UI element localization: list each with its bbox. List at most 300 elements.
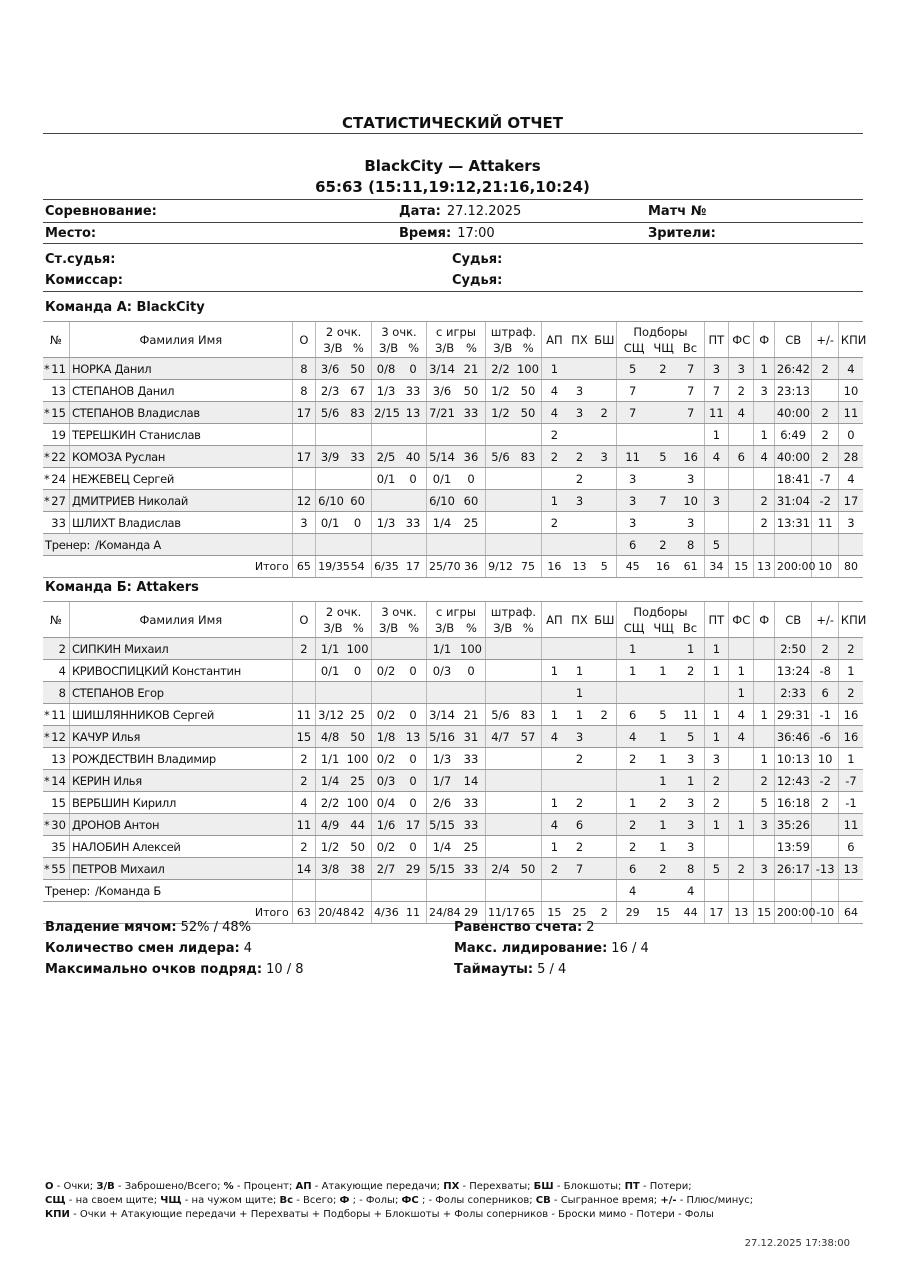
player-row — [43, 748, 863, 770]
reb-off: ЧЩ — [653, 341, 674, 355]
stat-ast — [541, 638, 566, 660]
stat-blk — [592, 660, 616, 682]
stat-to: 5 — [704, 858, 728, 880]
stat-p3p — [400, 682, 426, 704]
stat-fgm: 5/16 — [426, 726, 457, 748]
legend-desc: ; - Фолы; — [349, 1195, 402, 1206]
player-number — [43, 748, 69, 770]
stat-pf — [754, 402, 774, 424]
stat-p2p: 0 — [344, 660, 371, 682]
team-a-label: Команда А: BlackCity — [45, 300, 205, 315]
stat-pf: 2 — [754, 512, 774, 534]
stat-p3p: 0 — [400, 770, 426, 792]
stat-rd: 3 — [617, 468, 649, 490]
stat-ftp — [515, 490, 541, 512]
stat-fgp: 21 — [457, 704, 485, 726]
stat-fd: 4 — [729, 704, 754, 726]
stat-p2m: 3/6 — [316, 358, 344, 380]
col-rebounds — [617, 322, 704, 358]
stat-fgm: 6/10 — [426, 490, 457, 512]
percent: % — [522, 341, 534, 355]
stat-pm: 2 — [812, 792, 838, 814]
col-three-pt-sub — [374, 620, 424, 636]
player-row — [43, 660, 863, 682]
coach-ro: 2 — [648, 534, 678, 556]
stat-fgp: 33 — [457, 792, 485, 814]
stat-pm: 2 — [812, 402, 838, 424]
total-pf: 15 — [754, 902, 774, 924]
stat-fd: 1 — [729, 682, 754, 704]
stat-pm: -1 — [812, 704, 838, 726]
stat-p3p: 29 — [400, 858, 426, 880]
stat-pm: -2 — [812, 770, 838, 792]
stat-p2p: 100 — [344, 792, 371, 814]
total-p2m: 19/35 — [316, 556, 344, 578]
stat-p2p: 100 — [344, 638, 371, 660]
stat-fd: 3 — [729, 358, 754, 380]
stat-ftp — [515, 638, 541, 660]
stat-ro: 1 — [648, 660, 678, 682]
legend-line2 — [45, 1194, 865, 1208]
total-pts: 63 — [292, 902, 315, 924]
percent: % — [522, 621, 534, 635]
stat-pts: 8 — [292, 380, 315, 402]
stat-ro: 1 — [648, 770, 678, 792]
stat-stl — [567, 512, 592, 534]
stat-ast — [541, 770, 566, 792]
coach-name: /Команда Б — [95, 883, 161, 898]
legend-desc: - Плюс/минус; — [676, 1195, 754, 1206]
player-no: 12 — [51, 729, 66, 744]
stat-pm: 11 — [812, 512, 838, 534]
stat-ftp — [515, 748, 541, 770]
stat-rd: 3 — [617, 512, 649, 534]
stat-stl: 2 — [567, 792, 592, 814]
stat-p2p: 83 — [344, 402, 371, 424]
col-two-pt-title: 2 очк. — [325, 605, 362, 619]
made-attempted: З/В — [434, 341, 455, 355]
stat-eff: 4 — [838, 468, 863, 490]
stat-ftm: 5/6 — [485, 446, 515, 468]
stat-p3p: 40 — [400, 446, 426, 468]
stat-fd: 6 — [729, 446, 754, 468]
made-attempted: З/В — [434, 621, 455, 635]
legend-desc: ; - Фолы соперников; — [418, 1195, 536, 1206]
stat-fgm: 5/15 — [426, 814, 457, 836]
stat-fgm: 1/4 — [426, 836, 457, 858]
player-name: СИПКИН Михаил — [69, 638, 292, 660]
stat-to — [704, 836, 728, 858]
stat-fd: 4 — [729, 402, 754, 424]
stat-to: 2 — [704, 792, 728, 814]
printed-timestamp: 27.12.2025 17:38:00 — [744, 1238, 850, 1249]
reb-def: СЩ — [623, 341, 645, 355]
stat-p2p: 38 — [344, 858, 371, 880]
stat-min: 10:13 — [774, 748, 812, 770]
stat-ast: 2 — [541, 858, 566, 880]
col-fd: ФС — [729, 602, 754, 638]
stat-fd — [729, 638, 754, 660]
player-name: НАЛОБИН Алексей — [69, 836, 292, 858]
player-no: 30 — [51, 817, 66, 832]
col-fg — [426, 602, 485, 638]
stat-ftp — [515, 512, 541, 534]
starter-mark: * — [44, 405, 50, 420]
stat-p3m: 1/3 — [372, 380, 400, 402]
starter-mark: * — [44, 707, 50, 722]
coach-p2p — [344, 534, 371, 556]
stat-stl: 1 — [567, 704, 592, 726]
stat-pf — [754, 468, 774, 490]
reb-tot: Вс — [682, 341, 698, 355]
stat-fgm: 5/15 — [426, 858, 457, 880]
stat-pm: -6 — [812, 726, 838, 748]
stat-pts: 11 — [292, 704, 315, 726]
col-no: № — [43, 322, 69, 358]
stat-to — [704, 512, 728, 534]
legend-abbr: З/В — [96, 1181, 115, 1192]
stat-ast: 2 — [541, 424, 566, 446]
stat-ftm: 1/2 — [485, 380, 515, 402]
total-fgm: 24/84 — [426, 902, 457, 924]
stat-fgm: 1/7 — [426, 770, 457, 792]
stat-rt: 11 — [678, 704, 704, 726]
stat-p3m: 1/8 — [372, 726, 400, 748]
coach-ast — [541, 880, 566, 902]
stat-fd — [729, 468, 754, 490]
stat-fgm: 7/21 — [426, 402, 457, 424]
total-p3m: 4/36 — [372, 902, 400, 924]
stat-p2m: 2/3 — [316, 380, 344, 402]
stat-rt: 2 — [678, 660, 704, 682]
stat-rt: 1 — [678, 638, 704, 660]
coach-eff — [838, 534, 863, 556]
player-number — [43, 490, 69, 512]
player-row — [43, 512, 863, 534]
stat-p3m: 2/5 — [372, 446, 400, 468]
legend-desc: - Перехваты; — [459, 1181, 534, 1192]
stat-eff: 1 — [838, 748, 863, 770]
stat-eff: -1 — [838, 792, 863, 814]
stat-blk — [592, 358, 616, 380]
col-ft-sub — [488, 340, 539, 356]
col-three-pt-sub — [374, 340, 424, 356]
stat-fgp — [457, 682, 485, 704]
player-name: КАЧУР Илья — [69, 726, 292, 748]
stat-rd — [617, 770, 649, 792]
stat-rt: 7 — [678, 402, 704, 424]
col-no: № — [43, 602, 69, 638]
legend-abbr: ЧЩ — [160, 1195, 182, 1206]
stat-fgm — [426, 424, 457, 446]
lead-changes-stat: Количество смен лидера: 4 — [45, 941, 253, 956]
stat-rd: 6 — [617, 704, 649, 726]
stat-to — [704, 468, 728, 490]
stat-to: 1 — [704, 638, 728, 660]
stat-p2m: 4/9 — [316, 814, 344, 836]
coach-ftm — [485, 534, 515, 556]
player-number — [43, 682, 69, 704]
stat-p2p: 60 — [344, 490, 371, 512]
time-field: Время: 17:00 — [399, 226, 495, 241]
rebounds-sub — [619, 340, 701, 356]
stat-rd: 1 — [617, 638, 649, 660]
player-row — [43, 726, 863, 748]
made-attempted: З/В — [323, 341, 343, 355]
col-ast: АП — [541, 322, 566, 358]
stat-blk: 2 — [592, 402, 616, 424]
player-row — [43, 792, 863, 814]
stat-rd: 7 — [617, 380, 649, 402]
stat-pm: -13 — [812, 858, 838, 880]
stat-ftp — [515, 792, 541, 814]
coach-row — [43, 534, 863, 556]
stat-min: 40:00 — [774, 446, 812, 468]
stat-rt: 5 — [678, 726, 704, 748]
stat-ro: 1 — [648, 726, 678, 748]
total-rd: 45 — [617, 556, 649, 578]
stat-rd: 2 — [617, 814, 649, 836]
coach-p2m — [316, 534, 344, 556]
coach-to — [704, 880, 728, 902]
stat-ast: 1 — [541, 704, 566, 726]
stat-stl: 6 — [567, 814, 592, 836]
stat-fd: 1 — [729, 660, 754, 682]
stat-fd: 4 — [729, 726, 754, 748]
legend-desc: - Очки; — [53, 1181, 97, 1192]
stat-ro — [648, 512, 678, 534]
coach-blk — [592, 880, 616, 902]
stat-eff: 16 — [838, 726, 863, 748]
stat-blk — [592, 836, 616, 858]
percent: % — [352, 341, 364, 355]
report-title: СТАТИСТИЧЕСКИЙ ОТЧЕТ — [342, 114, 563, 132]
stat-ro: 7 — [648, 490, 678, 512]
player-number — [43, 660, 69, 682]
stat-rt: 3 — [678, 468, 704, 490]
stat-p2p: 33 — [344, 446, 371, 468]
stat-rt: 3 — [678, 792, 704, 814]
legend-desc: - Процент; — [233, 1181, 296, 1192]
stat-p2m — [316, 468, 344, 490]
stat-p2p: 25 — [344, 704, 371, 726]
stat-stl: 1 — [567, 682, 592, 704]
stat-rt: 3 — [678, 512, 704, 534]
stat-ftp — [515, 468, 541, 490]
legend-abbr: БШ — [533, 1181, 554, 1192]
stat-pm: 2 — [812, 358, 838, 380]
player-number — [43, 512, 69, 534]
stat-p2p — [344, 424, 371, 446]
player-row — [43, 682, 863, 704]
stat-p3p: 17 — [400, 814, 426, 836]
coach-rt: 8 — [678, 534, 704, 556]
stat-ftp: 50 — [515, 380, 541, 402]
stat-eff: 16 — [838, 704, 863, 726]
stat-stl: 7 — [567, 858, 592, 880]
player-number — [43, 836, 69, 858]
coach-fgm — [426, 880, 457, 902]
stat-ftm — [485, 814, 515, 836]
stat-rd: 2 — [617, 748, 649, 770]
player-name: ШИШЛЯННИКОВ Сергей — [69, 704, 292, 726]
stat-eff: 11 — [838, 402, 863, 424]
stat-stl: 2 — [567, 446, 592, 468]
coach-eff — [838, 880, 863, 902]
player-no: 4 — [58, 663, 66, 678]
stat-pf: 2 — [754, 490, 774, 512]
stat-rd: 1 — [617, 660, 649, 682]
stat-pf: 1 — [754, 358, 774, 380]
stat-stl: 3 — [567, 380, 592, 402]
total-ftp: 65 — [515, 902, 541, 924]
starter-mark: * — [44, 817, 50, 832]
total-min: 200:00 — [774, 556, 812, 578]
total-pm: 10 — [812, 556, 838, 578]
col-ast: АП — [541, 602, 566, 638]
reb-def: СЩ — [623, 621, 645, 635]
legend-abbr: ПХ — [443, 1181, 460, 1192]
player-name: ДМИТРИЕВ Николай — [69, 490, 292, 512]
legend-desc: - на своем щите; — [65, 1195, 161, 1206]
stat-fgp: 33 — [457, 858, 485, 880]
player-name: ТЕРЕШКИН Станислав — [69, 424, 292, 446]
total-blk: 2 — [592, 902, 616, 924]
col-tov: ПТ — [704, 322, 728, 358]
stat-ftm — [485, 490, 515, 512]
stat-pts: 2 — [292, 770, 315, 792]
stat-fgp: 36 — [457, 446, 485, 468]
stat-pts: 2 — [292, 836, 315, 858]
col-fg — [426, 322, 485, 358]
stat-pm: 2 — [812, 638, 838, 660]
stat-fd: 2 — [729, 858, 754, 880]
stat-stl — [567, 424, 592, 446]
stat-to: 3 — [704, 490, 728, 512]
stat-ast: 4 — [541, 402, 566, 424]
player-row — [43, 424, 863, 446]
stat-ftp — [515, 770, 541, 792]
stat-p3m: 2/7 — [372, 858, 400, 880]
stat-min: 26:17 — [774, 858, 812, 880]
starter-mark: * — [44, 493, 50, 508]
rebounds-title: Подборы — [633, 605, 688, 619]
stat-fgp: 0 — [457, 468, 485, 490]
col-fd: ФС — [729, 322, 754, 358]
player-no: 11 — [51, 707, 66, 722]
stat-blk — [592, 682, 616, 704]
stat-p3p: 33 — [400, 512, 426, 534]
coach-fgp — [457, 880, 485, 902]
stat-blk — [592, 468, 616, 490]
stat-p3p: 0 — [400, 660, 426, 682]
stat-pf: 5 — [754, 792, 774, 814]
stat-p3m: 1/3 — [372, 512, 400, 534]
total-fd: 15 — [729, 556, 754, 578]
stat-pf — [754, 682, 774, 704]
coach-cell — [43, 880, 292, 902]
player-name: СТЕПАНОВ Егор — [69, 682, 292, 704]
stat-fgp: 50 — [457, 380, 485, 402]
coach-cell — [43, 534, 292, 556]
stat-min: 2:33 — [774, 682, 812, 704]
player-name: НОРКА Данил — [69, 358, 292, 380]
stat-fgm: 3/14 — [426, 358, 457, 380]
chief-referee-field: Ст.судья: — [45, 252, 116, 267]
made-attempted: З/В — [493, 341, 513, 355]
col-min: СВ — [774, 602, 812, 638]
stat-pts — [292, 424, 315, 446]
total-stl: 25 — [567, 902, 592, 924]
col-ft-title: штраф. — [490, 325, 536, 339]
referee1-field: Судья: — [452, 252, 503, 267]
stat-fgm: 3/14 — [426, 704, 457, 726]
stat-pts: 15 — [292, 726, 315, 748]
stat-fgp: 100 — [457, 638, 485, 660]
stat-rd: 6 — [617, 858, 649, 880]
legend-abbr: СЩ — [45, 1195, 66, 1206]
stat-min: 13:24 — [774, 660, 812, 682]
stat-pts: 17 — [292, 402, 315, 424]
stat-fd — [729, 490, 754, 512]
total-ast: 15 — [541, 902, 566, 924]
stat-blk: 3 — [592, 446, 616, 468]
col-pm: +/- — [812, 322, 838, 358]
stat-p2p — [344, 682, 371, 704]
stat-ast: 1 — [541, 660, 566, 682]
stat-fgp: 31 — [457, 726, 485, 748]
player-number — [43, 704, 69, 726]
col-ft-sub — [488, 620, 539, 636]
coach-pts — [292, 880, 315, 902]
col-tov: ПТ — [704, 602, 728, 638]
stat-to — [704, 682, 728, 704]
coach-p3p — [400, 880, 426, 902]
stat-ro: 5 — [648, 446, 678, 468]
stat-ftm: 5/6 — [485, 704, 515, 726]
coach-label: Тренер: — [45, 883, 91, 898]
stat-ftm — [485, 748, 515, 770]
possession-stat: Владение мячом: 52% / 48% — [45, 920, 252, 935]
total-ftp: 75 — [515, 556, 541, 578]
player-no: 13 — [51, 383, 66, 398]
stat-fgp: 21 — [457, 358, 485, 380]
coach-ftp — [515, 534, 541, 556]
stat-min: 29:31 — [774, 704, 812, 726]
col-ft — [485, 602, 541, 638]
stat-pf: 1 — [754, 424, 774, 446]
divider — [43, 222, 863, 223]
stat-min: 23:13 — [774, 380, 812, 402]
stat-p2m: 1/4 — [316, 770, 344, 792]
coach-stl — [567, 534, 592, 556]
stat-p2m — [316, 424, 344, 446]
coach-rt: 4 — [678, 880, 704, 902]
stat-p3p: 0 — [400, 358, 426, 380]
stat-p2m: 1/2 — [316, 836, 344, 858]
match-teams: BlackCity — Attakers — [364, 157, 541, 175]
stat-rd: 11 — [617, 446, 649, 468]
stat-pf: 2 — [754, 770, 774, 792]
stat-blk — [592, 512, 616, 534]
legend-abbr: ФС — [401, 1195, 419, 1206]
stat-p3m: 0/2 — [372, 704, 400, 726]
col-fg-title: с игры — [436, 605, 476, 619]
stat-ftp: 57 — [515, 726, 541, 748]
stat-blk — [592, 792, 616, 814]
stat-pf — [754, 638, 774, 660]
stat-fgp: 33 — [457, 402, 485, 424]
